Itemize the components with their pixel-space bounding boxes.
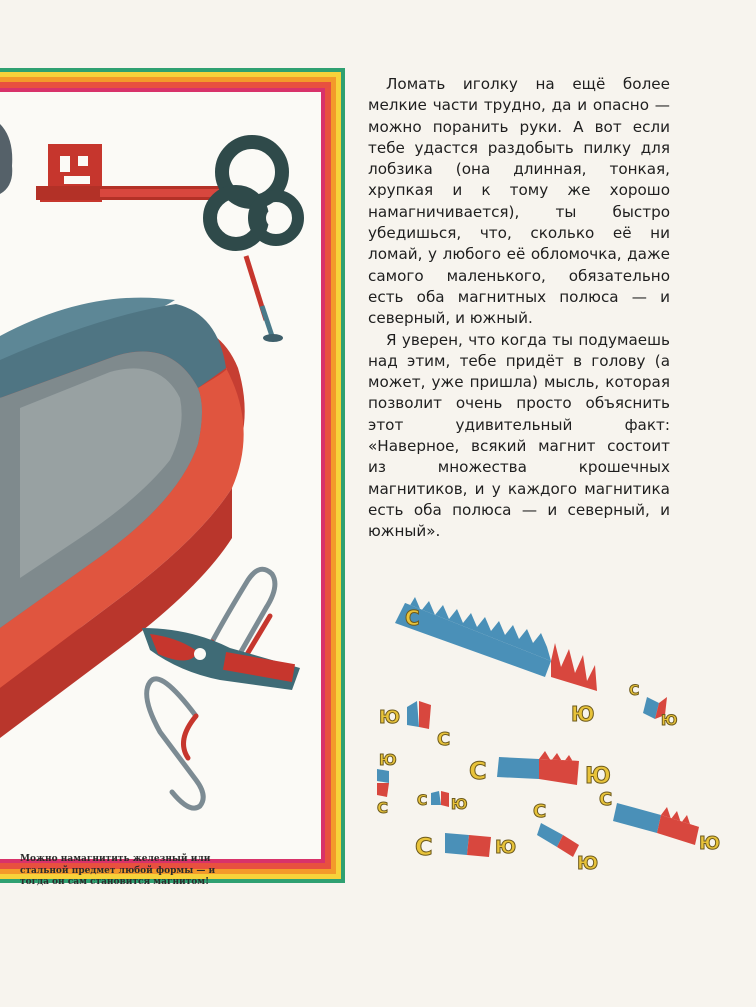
- tiny-piece: [417, 791, 467, 813]
- pole-south-label: Ю: [451, 797, 468, 813]
- pole-south-label: Ю: [495, 837, 517, 858]
- paragraph-1: Ломать иголку на ещё более мелкие части трудно, да и опасно — можно поранить руки. А вот если тебе удастся раздобыть пилку для лобзика (она длинная, тонкая, хрупкая и к тому же хорошо намагничивается), ты быстро убедишься, что, сколько её ни ломай, у любого её обломочка, даже самого маленького, обязательно есть оба магнитных полюса — и северный, и южный.: [368, 75, 670, 328]
- magnet-pieces-illustration: [365, 585, 745, 885]
- article-text: [368, 74, 670, 543]
- pole-south-label: Ю: [379, 751, 397, 769]
- pole-south-label: Ю: [571, 702, 595, 726]
- paragraph-2: Я уверен, что когда ты подумаешь над этим, тебе придёт в голову (а может, уже пришла) мысль, которая позволит очень просто объяснить этот удивительный факт: «Наверное, всякий магнит состоит из множества крошечных магнитиков, и у каждого магнитика есть оба полюса — и северный, и южный».: [368, 330, 670, 541]
- pole-north-label: С: [415, 833, 433, 861]
- medium-piece-center: [469, 751, 611, 789]
- magnet-illustration: [0, 68, 345, 883]
- diagonal-piece: [533, 801, 598, 874]
- vertical-piece: [377, 751, 397, 817]
- pole-south-label: Ю: [661, 713, 678, 729]
- illustration-frame: [0, 68, 345, 887]
- pole-north-label: С: [469, 757, 487, 785]
- nail-icon: [246, 256, 283, 342]
- pole-south-label: Ю: [699, 833, 721, 854]
- pole-north-label: С: [437, 729, 451, 750]
- pole-north-label: С: [629, 683, 640, 699]
- dark-object-icon: [0, 124, 12, 194]
- small-piece-top-right: [629, 683, 677, 729]
- pole-north-label: С: [533, 801, 547, 822]
- pole-north-label: С: [405, 606, 420, 630]
- right-piece: [599, 789, 720, 854]
- pole-south-label: Ю: [585, 764, 611, 789]
- pole-south-label: Ю: [577, 853, 599, 874]
- small-piece-left: [379, 701, 450, 750]
- illustration-caption: Можно намагнитить железный или стальной предмет любой формы — и тогда он сам становится магнитом!: [20, 854, 216, 887]
- paper-clip-bottom-icon: [147, 679, 204, 808]
- pole-north-label: С: [599, 789, 613, 810]
- key-icon: [36, 142, 298, 244]
- bottom-left-piece: [415, 833, 516, 861]
- pole-north-label: С: [417, 793, 428, 809]
- pole-south-label: Ю: [379, 707, 401, 728]
- pole-north-label: С: [377, 799, 389, 817]
